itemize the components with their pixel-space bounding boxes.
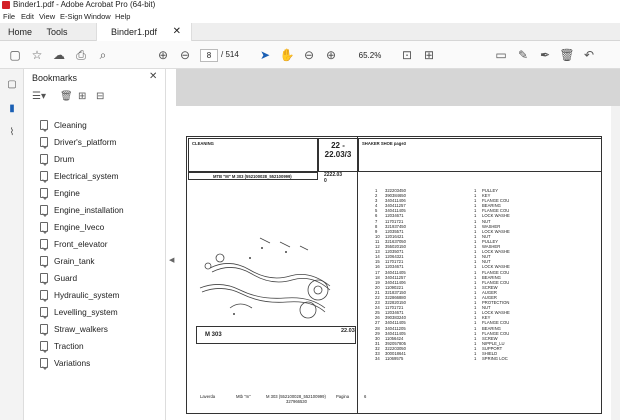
parts-cell-qty: 1 [474,320,477,326]
parts-cell-desc: SUPPORT [482,345,503,351]
parts-cell-desc: WASHER [482,223,501,229]
parts-cell-desc: AUGER [482,294,497,300]
parts-cell-desc: SCREW [482,284,498,290]
auger-1 [210,263,330,286]
parts-cell-n: 13 [375,249,380,255]
sheet-title-cell [358,138,602,172]
parts-cell-code: 340411205 [385,325,406,331]
parts-cell-code: 392057805 [385,340,406,346]
auger-1-edge [212,267,330,290]
parts-cell-qty: 1 [474,289,477,295]
parts-cell-desc: LOCK WASHE [482,249,510,255]
menu-help[interactable]: Help [115,12,131,21]
parts-cell-n: 4 [375,203,378,209]
panel-splitter[interactable] [166,69,176,420]
bookmark-icon [40,222,48,232]
tab-tools[interactable]: Tools [46,27,68,37]
title-bar [0,0,620,10]
parts-cell-code: 390384650 [385,193,406,199]
parts-cell-desc: FLANGE COU [482,320,510,326]
parts-cell-desc: AUGER [482,289,497,295]
parts-cell-desc: LOCK WASHE [482,310,510,316]
parts-cell-qty: 1 [474,193,477,199]
parts-cell-desc: NUT [482,233,491,239]
section-cell [188,138,318,172]
pulley-1-hub [314,286,322,294]
zoom-in-icon[interactable]: ⊕ [325,48,337,62]
parts-cell-desc: BEARING [482,274,501,280]
parts-cell-qty: 1 [474,198,477,204]
sheet-title: SHAKER SHOE page3 [362,141,406,146]
parts-cell-code: 340411406 [385,198,406,204]
parts-cell-n: 34 [375,356,380,362]
parts-cell-n: 5 [375,208,378,214]
parts-cell-qty: 1 [474,254,477,260]
parts-cell-qty: 1 [474,300,477,306]
doc-code [324,172,342,184]
footer-page-label: Pagina [336,394,350,399]
callout-dot [233,313,235,315]
model-box-label: M 303 [205,332,222,338]
bookmark-icon [40,290,48,300]
parts-cell-n: 25 [375,310,380,316]
parts-cell-n: 17 [375,269,380,275]
bookmark-icon [40,273,48,283]
parts-cell-code: 11090221 [385,284,404,290]
parts-cell-desc: WASHER [482,244,501,250]
zoom-level[interactable]: 65.2% [358,51,382,60]
tab-home[interactable]: Home [7,27,32,37]
bearing-1 [216,254,224,262]
window-title: Binder1.pdf - Adobe Acrobat Pro (64-bit) [13,0,156,9]
bookmark-icon [40,154,48,164]
parts-cell-n: 29 [375,330,380,336]
parts-cell-code: 11701721 [385,259,404,265]
bookmarks-icon[interactable]: ▮ [9,103,15,114]
model-box-ref: 22.03 [341,328,355,334]
tab-document-label: Binder1.pdf [111,27,158,37]
bookmark-icon [40,256,48,266]
parts-cell-code: 340411405 [385,208,406,214]
menu-edit[interactable]: Edit [21,12,34,21]
parts-cell-desc: SPRING LOC [482,356,508,362]
parts-cell-n: 9 [375,228,378,234]
close-tab-icon[interactable]: ✕ [172,26,181,37]
parts-cell-qty: 1 [474,233,477,239]
parts-cell-desc: LOCK WASHE [482,228,510,234]
auger-2-edge [202,288,325,312]
parts-cell-qty: 1 [474,356,477,362]
page-thumbnails-icon[interactable]: ▢ [7,79,17,90]
parts-cell-code: 12035571 [385,228,404,234]
parts-cell-desc: PULLEY [482,238,499,244]
bookmarks-panel: Bookmarks ✕ ☰▾ 🗑 ⊞ ⊟ Cleaning Driver's_platform Drum Electrical_system Engine Engine_installation Engine_Iveco Front_elevator Grain_tank Guard Hydraulic_system Levelling_system Straw_walkers Traction Variations [24,69,166,420]
parts-cell-qty: 1 [474,203,477,209]
menu-esign[interactable]: E-Sign [60,12,83,21]
footer-model: Mtb "m" [236,394,251,399]
callout-dot [285,251,287,253]
parts-cell-desc: KEY [482,315,491,321]
bookmark-icon [40,358,48,368]
parts-cell-qty: 1 [474,264,477,270]
page-total: / 514 [221,50,239,59]
parts-cell-desc: SCREW [482,335,498,341]
section-title: CLEANING [192,141,214,146]
parts-cell-qty: 1 [474,345,477,351]
close-panel-icon[interactable]: ✕ [149,71,158,82]
bookmark-icon [40,171,48,181]
parts-cell-code: 321937450 [385,223,406,229]
page-number-input[interactable]: 8 [200,49,218,62]
parts-cell-code: 340411257 [385,203,406,209]
parts-cell-n: 30 [375,335,380,341]
parts-cell-code: 12034671 [385,310,404,316]
auger-2 [200,284,325,308]
shield [230,304,252,308]
parts-cell-n: 20 [375,284,380,290]
parts-cell-code: 340411405 [385,330,406,336]
bookmark-properties-icon[interactable]: ⊟ [96,91,105,102]
parts-cell-n: 14 [375,254,380,260]
footer-brand: Laverda [200,394,216,399]
parts-cell-desc: PULLEY [482,188,499,193]
drawing-strokes [200,238,330,318]
parts-cell-code: 340411257 [385,274,406,280]
parts-cell-n: 18 [375,274,380,280]
parts-cell-n: 16 [375,264,380,270]
callout-dot [249,257,251,259]
bookmark-icon [40,205,48,215]
parts-cell-qty: 1 [474,310,477,316]
doc-code-value: 2222.03 [324,172,343,178]
parts-cell-code: 322820150 [385,300,406,306]
parts-cell-qty: 1 [474,330,477,336]
highlight-icon[interactable]: ✎ [517,48,529,62]
parts-cell-qty: 1 [474,249,477,255]
parts-cell-qty: 1 [474,223,477,229]
bookmark-icon [40,307,48,317]
page-ref-cell [318,138,358,172]
parts-cell-desc: NIPPLE_LU [482,340,505,346]
parts-cell-qty: 1 [474,228,477,234]
parts-cell-code: 322866880 [385,294,406,300]
bookmark-star-icon[interactable]: ☆ [31,48,43,62]
parts-cell-n: 6 [375,213,378,219]
menu-file[interactable]: File [3,12,16,21]
new-bookmark-icon[interactable]: ⊞ [78,91,87,102]
parts-cell-desc: BEARING [482,325,501,331]
parts-cell-n: 8 [375,223,378,229]
parts-cell-n: 24 [375,305,380,311]
menu-window[interactable]: Window [84,12,111,21]
parts-cell-code: 322203450 [385,188,406,193]
parts-cell-desc: KEY [482,193,491,199]
table-row [375,356,555,361]
bookmark-icon [40,341,48,351]
parts-cell-n: 11 [375,238,380,244]
pulley-2 [300,302,316,318]
model-info-box [196,326,356,344]
parts-cell-qty: 1 [474,305,477,311]
parts-cell-n: 28 [375,325,380,331]
vertical-scrollbar[interactable] [611,106,620,420]
parts-cell-qty: 1 [474,269,477,275]
zoom-out-icon[interactable]: ⊖ [303,48,315,62]
bookmarks-title: Bookmarks [32,73,78,83]
parts-cell-qty: 1 [474,208,477,214]
parts-cell-desc: NUT [482,254,491,260]
parts-cell-n: 31 [375,340,380,346]
print-icon[interactable]: ⎙ [76,47,86,62]
parts-cell-qty: 1 [474,284,477,290]
parts-cell-code: 321637050 [385,238,406,244]
parts-cell-desc: NUT [482,218,491,224]
parts-cell-code: 340411405 [385,269,406,275]
fit-page-icon[interactable]: ⊡ [401,48,413,62]
parts-cell-n: 7 [375,218,378,224]
bookmark-icon [40,324,48,334]
parts-cell-desc: FLANGE COU [482,208,510,214]
delete-bookmark-icon[interactable]: 🗑 [60,91,73,102]
footer-page: 6 [364,394,367,399]
rotate-icon[interactable]: ⊞ [423,48,435,62]
bookmark-icon [40,239,48,249]
parts-cell-n: 19 [375,279,380,285]
bearing-2 [205,263,211,269]
parts-cell-qty: 1 [474,188,477,193]
parts-cell-code: 12016421 [385,233,404,239]
next-page-icon[interactable]: ⊖ [179,48,191,62]
tab-document[interactable] [96,23,192,41]
model-line: MTB "M" M 303 (552100028_552100999) [213,174,292,179]
parts-cell-code: 390383240 [385,315,406,321]
parts-cell-desc: SHIELD [482,351,498,356]
parts-cell-desc: FLANGE COU [482,279,510,285]
footer-code: 327966530 [286,399,307,404]
parts-cell-n: 27 [375,320,380,326]
parts-cell-code: 322203050 [385,345,406,351]
parts-cell-n: 12 [375,244,380,250]
parts-cell-desc: LOCK WASHE [482,264,510,270]
delete-icon[interactable]: 🗑 [559,48,575,62]
menu-view[interactable]: View [39,12,56,21]
undo-icon[interactable]: ↶ [583,48,595,62]
parts-cell-qty: 1 [474,279,477,285]
parts-cell-n: 23 [375,300,380,306]
pulley-1 [308,280,328,300]
parts-cell-desc: FLANGE COU [482,269,510,275]
parts-cell-desc: LOCK WASHE [482,213,510,219]
parts-cell-desc: FLANGE COU [482,330,510,336]
parts-cell-code: 11069575 [385,356,404,362]
parts-cell-n: 22 [375,294,380,300]
parts-cell-code: 355020150 [385,244,406,250]
parts-cell-n: 33 [375,351,380,356]
parts-cell-n: 1 [375,188,378,193]
hand-tool-icon[interactable]: ✋ [279,48,295,62]
bookmark-icon [40,137,48,147]
parts-cell-n: 3 [375,198,378,204]
parts-cell-desc: PROTECTION [482,300,510,306]
parts-cell-qty: 1 [474,325,477,331]
parts-cell-n: 32 [375,345,380,351]
select-cursor-icon[interactable]: ➤ [259,48,271,62]
callout-dot [261,247,263,249]
comment-icon[interactable]: ▭ [495,48,507,62]
parts-cell-qty: 1 [474,294,477,300]
exploded-parts-drawing [190,228,342,326]
model-line-cell [188,172,318,180]
parts-cell-qty: 1 [474,315,477,321]
parts-cell-qty: 1 [474,244,477,250]
parts-cell-code: 300018641 [385,351,406,356]
page-gap [176,69,620,106]
parts-cell-desc: FLANGE COU [482,198,510,204]
parts-cell-qty: 1 [474,274,477,280]
parts-cell-qty: 1 [474,340,477,346]
parts-cell-code: 12035071 [385,249,404,255]
parts-cell-n: 2 [375,193,378,199]
parts-cell-n: 21 [375,289,380,295]
parts-cell-desc: NUT [482,305,491,311]
footer-range: M 303 (552100028_552100999) [266,394,326,399]
menu-bar [0,11,620,23]
parts-cell-qty: 1 [474,218,477,224]
bookmark-icon [40,120,48,130]
acrobat-logo-icon [2,1,10,9]
parts-cell-qty: 1 [474,351,477,356]
parts-cell-code: 12064321 [385,254,404,260]
tab-bar [0,23,620,41]
parts-cell-code: 321837150 [385,289,406,295]
parts-cell-code: 12034671 [385,213,404,219]
parts-cell-code: 11701721 [385,218,404,224]
parts-cell-code: 12034671 [385,264,404,270]
small-parts [260,238,308,250]
parts-cell-desc: BEARING [482,203,501,209]
drawing-dots [233,247,287,315]
find-icon[interactable]: ⌕ [99,47,107,62]
collapse-arrow-icon[interactable]: ◀ [169,257,175,264]
parts-cell-n: 15 [375,259,380,265]
parts-cell-qty: 1 [474,213,477,219]
parts-cell-qty: 1 [474,335,477,341]
cloud-upload-icon[interactable]: ☁ [53,48,65,62]
parts-cell-code: 340411405 [385,320,406,326]
navigation-rail [0,69,24,420]
parts-cell-code: 11056424 [385,335,404,341]
parts-cell-qty: 1 [474,238,477,244]
sign-icon[interactable]: ✒ [539,48,551,62]
parts-cell-n: 10 [375,233,380,239]
previous-page-icon[interactable]: ⊕ [157,48,169,62]
parts-cell-code: 340411406 [385,279,406,285]
main-toolbar [0,41,620,69]
page-ref: 22 - [331,141,345,150]
page-ref-2: 22.03/3 [324,150,352,159]
create-pdf-icon[interactable]: ▢ [9,48,21,62]
doc-code-sub: 0 [324,178,327,184]
parts-cell-qty: 1 [474,259,477,265]
options-icon[interactable]: ☰▾ [32,91,46,102]
attachments-icon[interactable]: ⌇ [9,127,15,138]
bookmark-icon [40,188,48,198]
parts-table [375,188,555,361]
parts-cell-n: 26 [375,315,380,321]
parts-cell-desc: NUT [482,259,491,265]
parts-cell-code: 11701721 [385,305,404,311]
